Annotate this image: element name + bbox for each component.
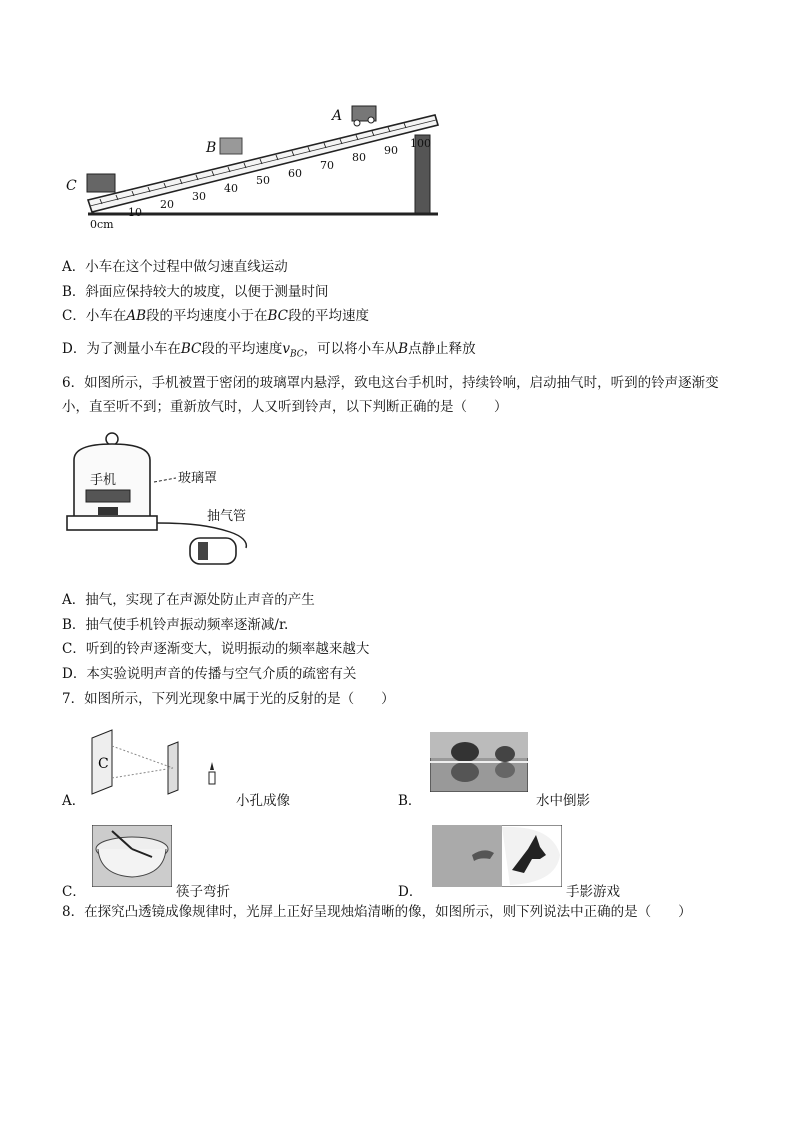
q7-option-c-caption: 筷子弯折 — [176, 884, 230, 900]
svg-text:C: C — [98, 756, 109, 772]
ruler-tick-label: 90 — [384, 144, 398, 157]
q7-option-d-letter: D． — [398, 884, 423, 900]
phone — [86, 490, 130, 502]
pump-body — [190, 538, 236, 564]
ruler-tick-label: 10 — [128, 206, 142, 219]
q7-stem: 7．如图所示，下列光现象中属于光的反射的是（ ） — [62, 691, 395, 707]
ruler-unit-label: 0cm — [90, 218, 114, 231]
incline-ruler-figure — [60, 100, 445, 235]
ruler-tick-label: 60 — [288, 167, 302, 180]
ruler-tick-label: 70 — [320, 159, 334, 172]
phone-stand — [98, 507, 118, 515]
q7-option-d-caption: 手影游戏 — [566, 884, 620, 900]
phone-label: 手机 — [90, 473, 117, 488]
ruler-tick-label: 50 — [256, 174, 270, 187]
cart-c — [87, 174, 115, 192]
q5-option-b: B．斜面应保持较大的坡度，以便于测量时间 — [62, 284, 329, 300]
cart-b — [220, 138, 242, 154]
bell-jar-figure — [62, 430, 282, 570]
bent-chopsticks-image — [92, 825, 172, 887]
q7-option-a-caption: 小孔成像 — [236, 793, 290, 809]
q5-option-c: C．小车在AB段的平均速度小于在BC段的平均速度 — [62, 308, 370, 324]
q7-option-b-caption: 水中倒影 — [536, 793, 590, 809]
q7-option-b-letter: B． — [398, 793, 422, 809]
point-a-label: A — [332, 108, 343, 124]
cart-a — [352, 106, 376, 126]
ruler-tick-label: 80 — [352, 151, 366, 164]
q8-stem: 8．在探究凸透镜成像规律时，光屏上正好呈现烛焰清晰的像，如图所示，则下列说法中正确的是（ ） — [62, 904, 692, 920]
jar-base — [67, 516, 157, 530]
point-c-label: C — [66, 178, 77, 194]
q7-option-c-letter: C． — [62, 884, 86, 900]
q6-option-b: B．抽气使手机铃声振动频率逐渐减/r. — [62, 617, 289, 633]
q6-option-c: C．听到的铃声逐渐变大，说明振动的频率越来越大 — [62, 641, 370, 657]
pinhole-image — [90, 728, 230, 796]
q7-option-a-letter: A． — [62, 793, 86, 809]
glass-jar-label: 玻璃罩 — [178, 471, 218, 486]
ruler-ramp — [88, 115, 438, 212]
ruler-tick-label: 30 — [192, 190, 206, 203]
ruler-tick-label: 20 — [160, 198, 174, 211]
q6-option-a: A．抽气，实现了在声源处防止声音的产生 — [62, 592, 315, 608]
ruler-tick-label: 40 — [224, 182, 238, 195]
q5-option-d: D．为了测量小车在BC段的平均速度$v_{BC}$，可以将小车从B点静止释放 — [62, 341, 476, 360]
hand-shadow-image — [432, 825, 562, 887]
q5-option-a: A．小车在这个过程中做匀速直线运动 — [62, 259, 288, 275]
q6-option-d: D．本实验说明声音的传播与空气介质的疏密有关 — [62, 666, 357, 682]
q6-stem: 6．如图所示，手机被置于密闭的玻璃罩内悬浮，致电这台手机时，持续铃响，启动抽气时，听到的铃声逐渐变小，直至听不到；重新放气时，人又听到铃声，以下判断正确的是（ ） — [62, 375, 719, 415]
pump-label: 抽气管 — [207, 509, 247, 524]
point-b-label: B — [206, 140, 217, 156]
water-reflection-image — [430, 732, 528, 792]
ruler-tick-label: 100 — [410, 137, 431, 150]
